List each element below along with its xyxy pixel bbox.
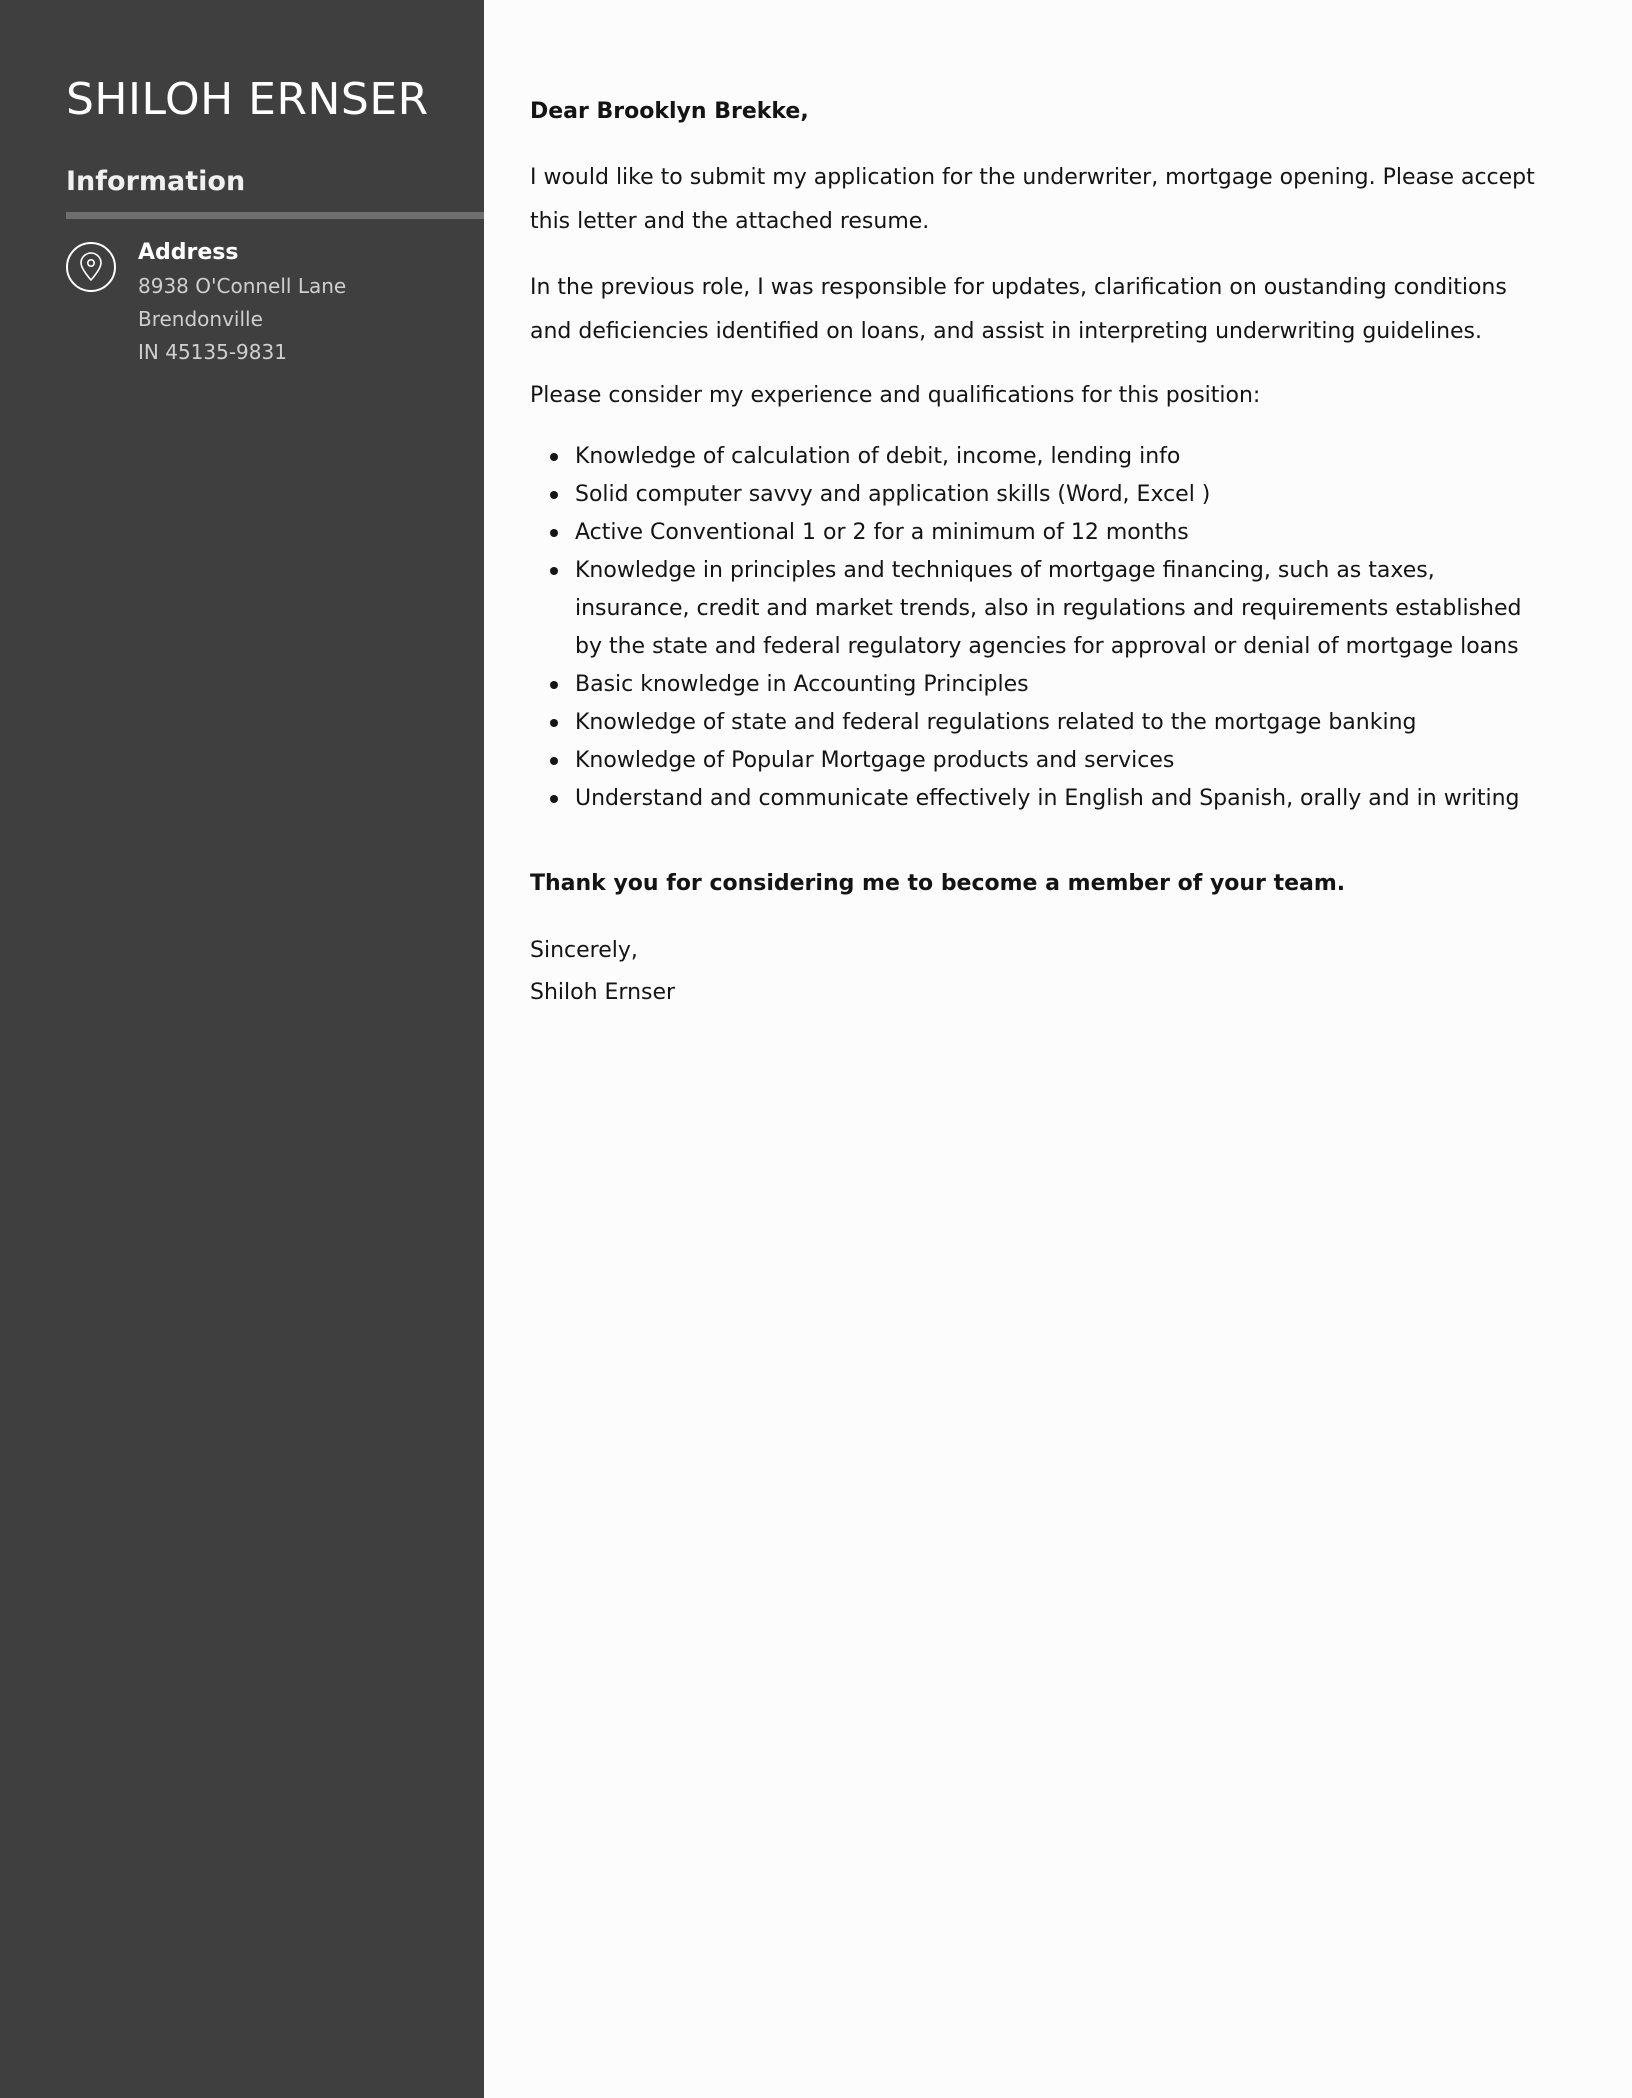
address-state-zip: IN 45135-9831 — [138, 340, 287, 364]
qualifications-list — [530, 438, 1550, 818]
candidate-name: SHILOH ERNSER — [66, 74, 429, 125]
list-item: Active Conventional 1 or 2 for a minimum of 12 months — [530, 514, 1550, 552]
list-item: Knowledge of Popular Mortgage products and services — [530, 742, 1550, 780]
list-item: Knowledge of calculation of debit, income, lending info — [530, 438, 1550, 476]
address-label: Address — [138, 240, 239, 265]
signature-name: Shiloh Ernser — [530, 980, 676, 1005]
paragraph-previous-role: In the previous role, I was responsible for updates, clarification on oustanding conditions and deficiencies identified on loans, and assist in interpreting underwriting guidelines. — [530, 275, 1507, 344]
section-divider — [66, 212, 484, 219]
cover-letter-body — [530, 92, 1550, 1014]
qualifications-intro: Please consider my experience and qualifications for this position: — [530, 383, 1261, 408]
address-city: Brendonville — [138, 307, 263, 331]
paragraph-application: I would like to submit my application for the underwriter, mortgage opening. Please accept this letter and the attached resume. — [530, 165, 1535, 234]
location-pin-icon — [66, 242, 116, 292]
closing: Sincerely, — [530, 938, 638, 963]
address-block — [138, 236, 346, 369]
information-heading: Information — [66, 166, 246, 197]
location-pin-icon-graphic — [78, 252, 104, 282]
sidebar — [0, 0, 484, 2098]
thank-you-line: Thank you for considering me to become a member of your team. — [530, 871, 1346, 896]
address-street: 8938 O'Connell Lane — [138, 274, 347, 298]
list-item: Basic knowledge in Accounting Principles — [530, 666, 1550, 704]
list-item: Knowledge of state and federal regulations related to the mortgage banking — [530, 704, 1550, 742]
list-item: Knowledge in principles and techniques of mortgage financing, such as taxes, insurance, credit and market trends, also in regulations and requirements established by the state and federal regulatory agencies for approval or denial of mortgage loans — [530, 552, 1550, 666]
salutation: Dear Brooklyn Brekke, — [530, 99, 809, 124]
list-item: Solid computer savvy and application skills (Word, Excel ) — [530, 476, 1550, 514]
list-item: Understand and communicate effectively in English and Spanish, orally and in writing — [530, 780, 1550, 818]
